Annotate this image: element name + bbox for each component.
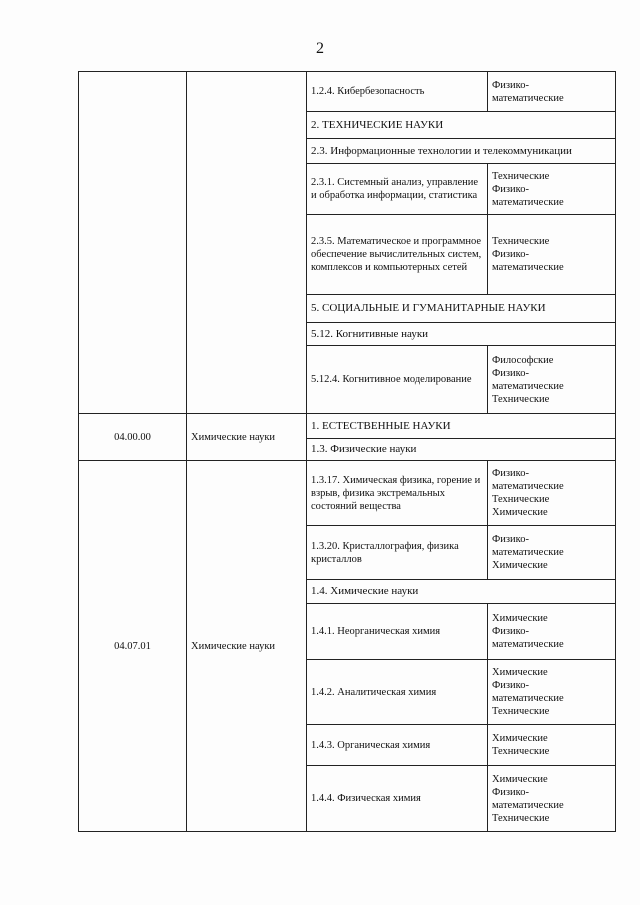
sciences-cell: Технические Физико- математические [488,164,616,215]
name-cell: Химические науки [187,461,307,832]
specialty-cell: 1.3.20. Кристаллография, физика кристаллов [307,526,488,580]
section-heading: 5. СОЦИАЛЬНЫЕ И ГУМАНИТАРНЫЕ НАУКИ [307,295,616,323]
sciences-cell: Технические Физико- математические [488,215,616,295]
section-heading: 1. ЕСТЕСТВЕННЫЕ НАУКИ [307,414,616,439]
sciences-cell: Химические Физико- математические Технические [488,660,616,725]
sciences-cell: Физико- математические Технические Химические [488,461,616,526]
sciences-cell: Физико- математические [488,72,616,112]
sciences-cell: Химические Физико- математические [488,604,616,660]
specialties-table [78,71,616,832]
code-cell: 04.00.00 [79,414,187,461]
specialty-cell: 1.2.4. Кибербезопасность [307,72,488,112]
sciences-cell: Физико- математические Химические [488,526,616,580]
sciences-cell: Химические Физико- математические Технические [488,766,616,832]
specialty-cell: 5.12.4. Когнитивное моделирование [307,346,488,414]
section-heading: 1.3. Физические науки [307,439,616,461]
specialty-cell: 1.4.1. Неорганическая химия [307,604,488,660]
name-cell-continued [187,72,307,414]
specialty-cell: 1.4.4. Физическая химия [307,766,488,832]
sciences-cell: Химические Технические [488,725,616,766]
page-number: 2 [316,40,324,57]
specialty-cell: 2.3.1. Системный анализ, управление и обработка информации, статистика [307,164,488,215]
specialty-cell: 1.4.2. Аналитическая химия [307,660,488,725]
section-heading: 2. ТЕХНИЧЕСКИЕ НАУКИ [307,112,616,139]
specialty-cell: 2.3.5. Математическое и программное обеспечение вычислительных систем, комплексов и компьютерных сетей [307,215,488,295]
specialty-cell: 1.3.17. Химическая физика, горение и взрыв, физика экстремальных состояний вещества [307,461,488,526]
section-heading: 1.4. Химические науки [307,580,616,604]
code-cell: 04.07.01 [79,461,187,832]
specialty-cell: 1.4.3. Органическая химия [307,725,488,766]
code-cell-continued [79,72,187,414]
name-cell: Химические науки [187,414,307,461]
section-heading: 5.12. Когнитивные науки [307,323,616,346]
sciences-cell: Философские Физико- математические Технические [488,346,616,414]
section-heading: 2.3. Информационные технологии и телекоммуникации [307,139,616,164]
